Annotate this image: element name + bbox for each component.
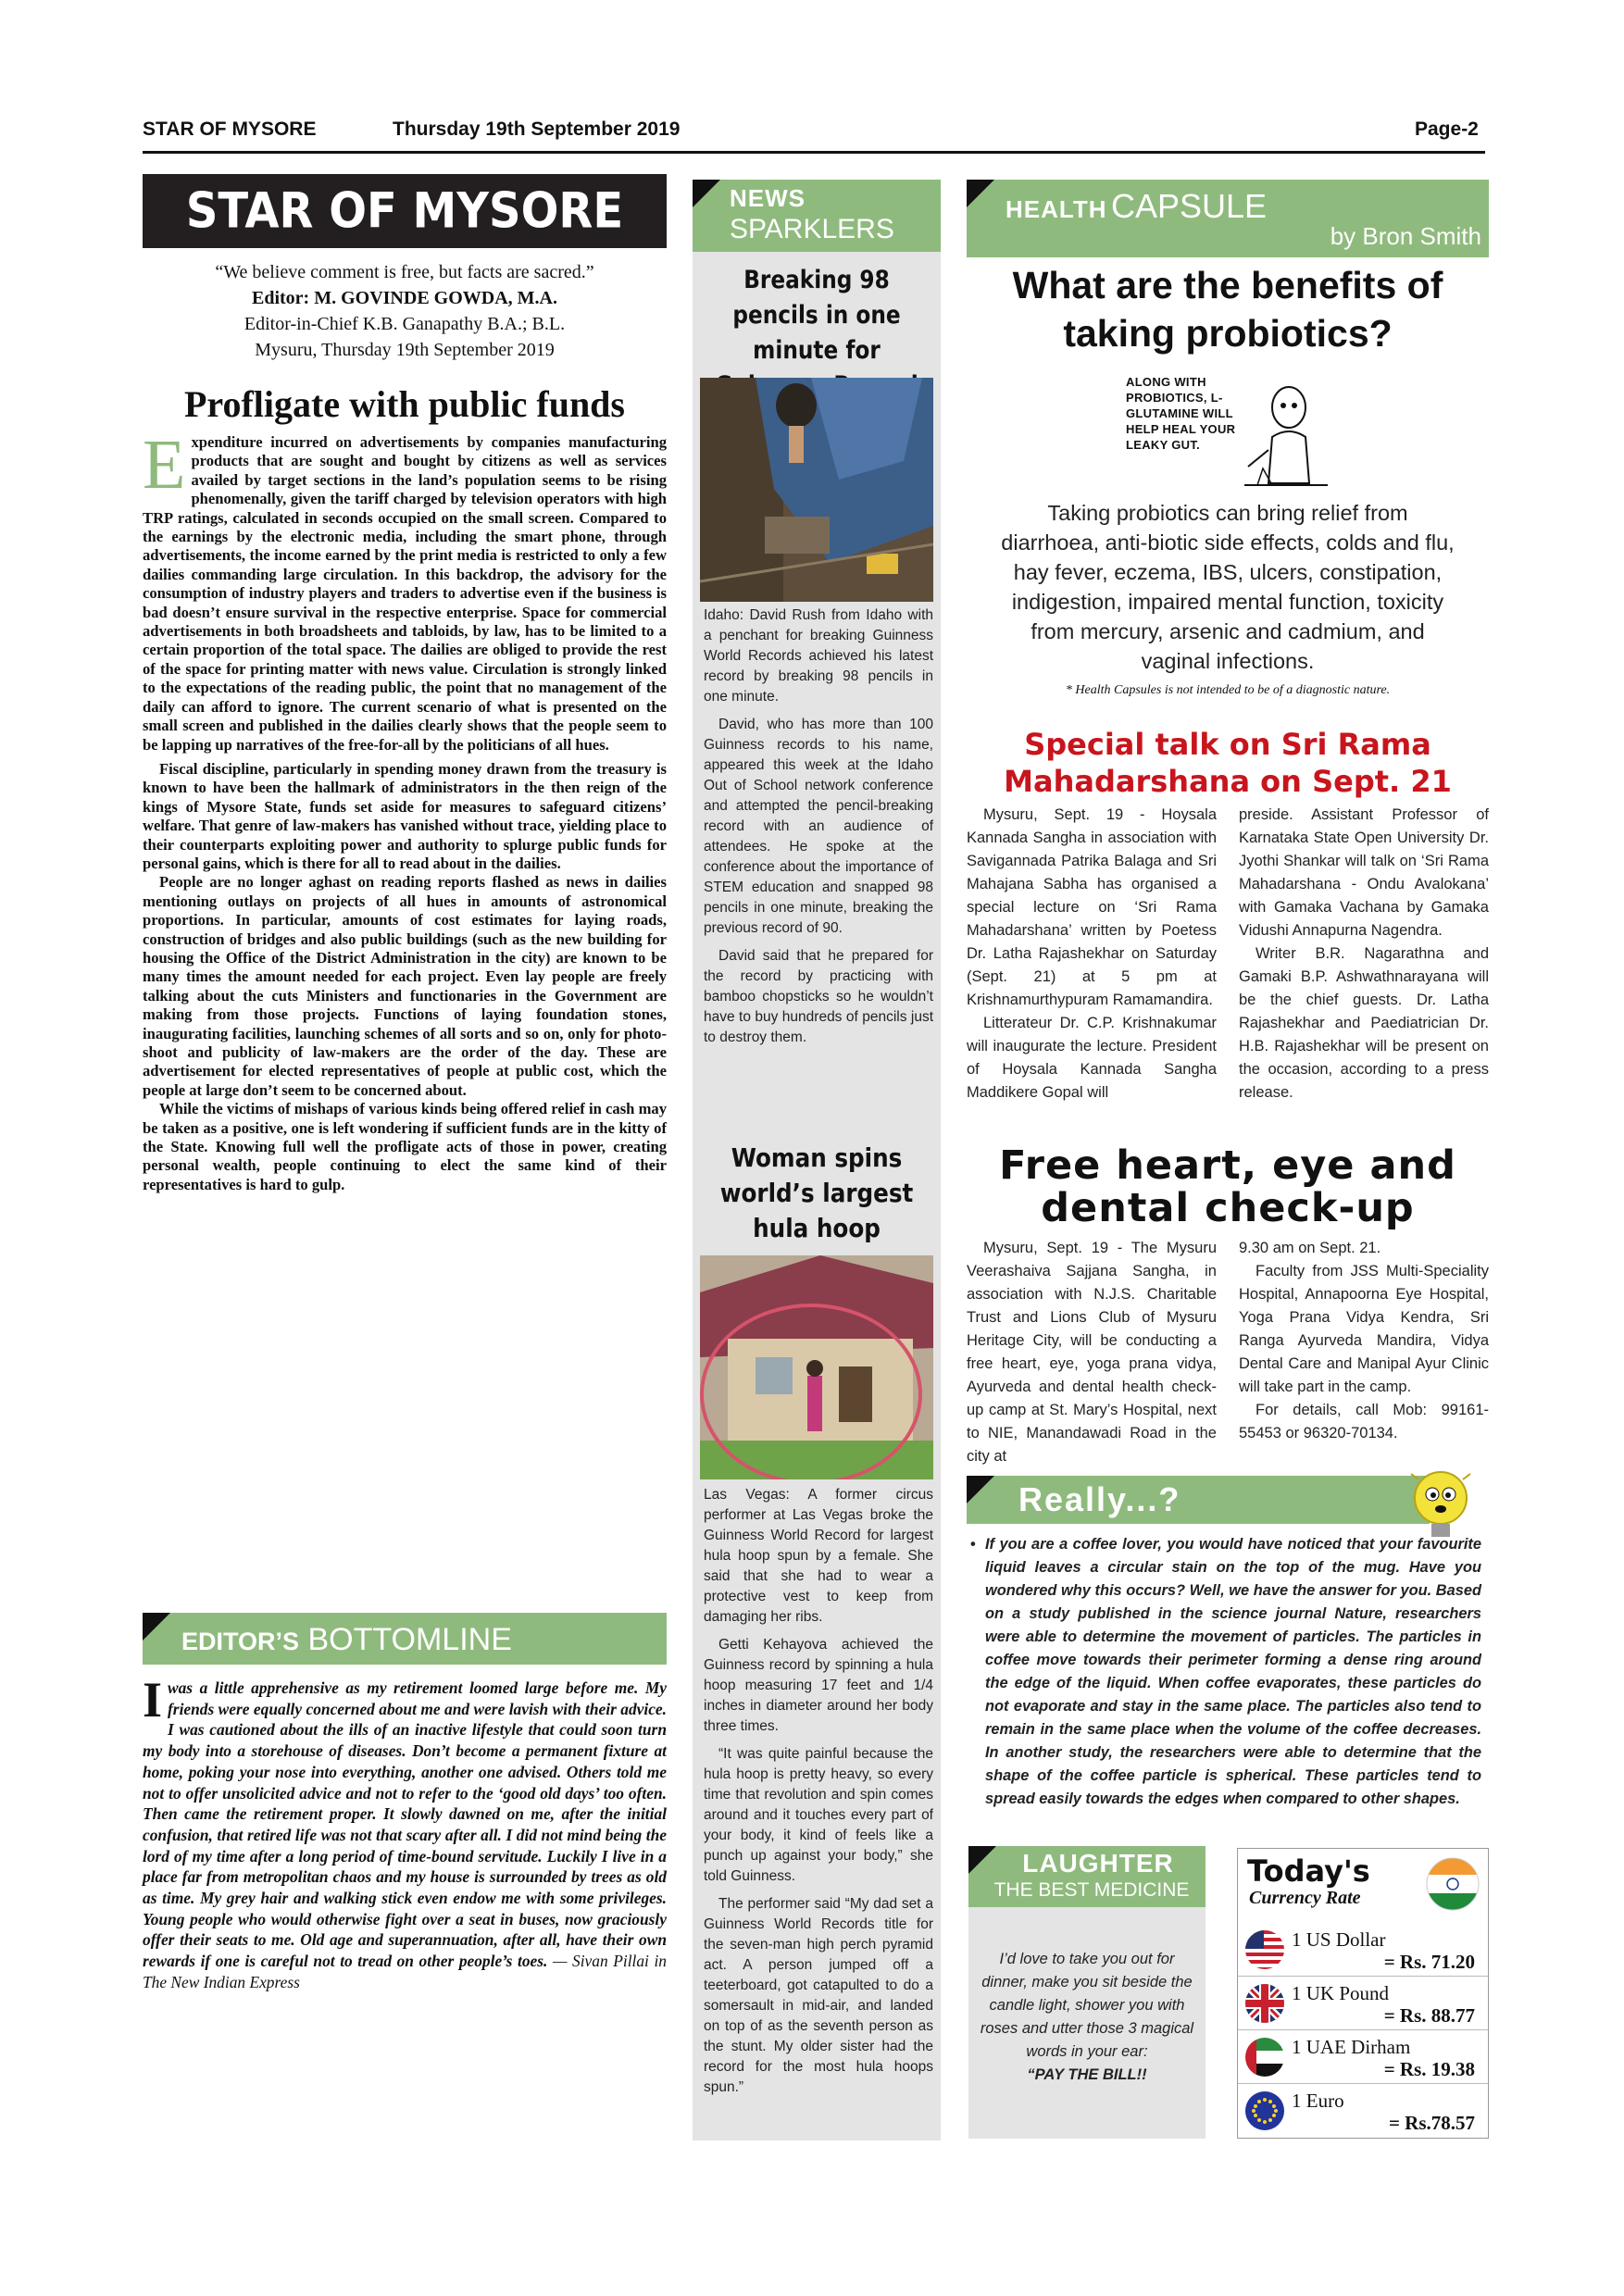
banner-fold-icon [967, 1476, 994, 1504]
uk-flag-icon [1243, 1982, 1286, 2025]
currency-rate-list [1238, 1925, 1488, 2138]
uae-flag-icon [1243, 2036, 1286, 2078]
laughter-label-b: THE BEST MEDICINE [993, 1879, 1190, 1901]
currency-value: = Rs. 88.77 [1383, 2004, 1475, 2027]
doctor-cartoon-icon [1244, 381, 1328, 496]
sparklers-banner [693, 180, 941, 252]
really-banner [967, 1476, 1430, 1524]
header-date: Thursday 19th September 2019 [393, 119, 681, 140]
health-label-b: CAPSULE [1110, 187, 1268, 225]
cartoon-caption: ALONG WITH PROBIOTICS, L-GLUTAMINE WILL HELP HEAL YOUR LEAKY GUT. [1126, 375, 1236, 452]
health-label-a: HEALTH [1006, 195, 1107, 223]
special-talk-p3: preside. Assistant Professor of Karnataka State Open University Dr. Jyothi Shankar will talk on ‘Sri Rama Mahadarshana - Ondu Avalokana’ with Gamaka Vachana by Gamaka Vidushi Annapurna Nagendra. [1239, 806, 1489, 939]
special-talk-p1: Mysuru, Sept. 19 - Hoysala Kannada Sangha in association with Savigannada Patrika Balaga and Sri Mahajana Sabha has organised a special lecture on ‘Sri Rama Mahadarshana’ written by Poetess Dr. Latha Rajashekhar on Saturday (Sept. 21) at 5 pm at Krishnamurthypuram Ramamandira. [967, 806, 1217, 1008]
currency-value: = Rs.78.57 [1388, 2112, 1475, 2134]
banner-fold-icon [967, 180, 994, 207]
bottomline-body [143, 1672, 667, 1993]
currency-value-text: Rs. 71.20 [1399, 1951, 1475, 1973]
laughter-text [978, 1948, 1196, 2087]
banner-fold-icon [693, 180, 720, 207]
sparklers-label-b: SPARKLERS [730, 214, 894, 244]
really-label: Really...? [1018, 1480, 1181, 1518]
pencil-story-text [704, 605, 933, 1048]
masthead-info [143, 259, 667, 363]
bullet-icon: • [970, 1536, 976, 1553]
really-text [967, 1533, 1481, 1811]
special-talk-p2: Litterateur Dr. C.P. Krishnakumar will inaugurate the lecture. President of Hoysala Kannada Sangha Maddikere Gopal will [967, 1015, 1217, 1101]
special-talk-headline: Special talk on Sri Rama Mahadarshana on Sept. 21 [1004, 727, 1452, 799]
editorial-paragraph-1: xpenditure incurred on advertisements by companies manufacturing products that are sought and bought by citizens as well as services availed by target sections in the land’s population seems to be rising phenomenally, given the tariff charged by television operators with high TRP ratings, calculated in seconds occupied on the small screen. Compared to the earnings by the electronic media, including the smart phone, through advertisements, the income earned by the print media is restricted to only a few dailies commanding large circulation. In this backdrop, the advisory for the consumption of industry players and traders to advertise even if the business is bad doesn’t ensure survival in the respective enterprise. Space for commercial advertisements in both broadsheets and tabloids, by law, has to be limited to a certain proportion of the total space. The dailies are obliged to provide the rest of the space for printing matter with news value. Circulation is strongly linked to the expectations of the reading public, the point that no management of the daily can afford to ignore. The current scenario of what is presented on the small screen and published in the dailies clearly shows that the people seem to be lapping up narratives of the free-for-all by the politicians of all hues. [143, 433, 667, 754]
header-paper: STAR OF MYSORE [143, 119, 317, 140]
checkup-p2: 9.30 am on Sept. 21. [1239, 1240, 1381, 1256]
editorial-body [143, 426, 667, 1194]
currency-name: 1 UAE Dirham [1292, 2036, 1411, 2058]
currency-title: Today's [1247, 1853, 1370, 1889]
currency-name: 1 US Dollar [1292, 1928, 1386, 1951]
hula-photo-illustration [700, 1255, 933, 1479]
banner-fold-icon [143, 1613, 170, 1641]
pencil-story-paragraph-1: David, who has more than 100 Guinness records to his name, appeared this week at the Idaho Out of School network conference and attempted the pencil-breaking record with an audience of attendees. He spoke at the conference about the importance of STEM education and snapped 98 pencils in one minute, breaking the previous record of 90. [704, 717, 933, 936]
hula-story-caption: Las Vegas: A former circus performer at Las Vegas broke the Guinness World Record for largest hula hoop spun by a female. She said that she had to wear a protective vest to keep from damaging her ribs. [704, 1487, 933, 1625]
health-cartoon [1126, 374, 1311, 500]
masthead-motto: “We believe comment is free, but facts are sacred.” [215, 262, 594, 282]
hula-story-paragraph-2: “It was quite painful because the hula hoop is pretty heavy, so every time that revolution and spin comes around and it touches every part of your body, it kind of feels like a punch up against your body,” she told Guinness. [704, 1746, 933, 1884]
us-flag-icon [1243, 1928, 1286, 1971]
masthead-title: STAR OF MYSORE [185, 182, 624, 240]
checkup-p4: For details, call Mob: 99161-55453 or 96320-70134. [1239, 1402, 1489, 1441]
bottomline-title [181, 1620, 512, 1661]
laughter-banner [968, 1846, 1206, 1907]
checkup-p3: Faculty from JSS Multi-Speciality Hospital, Annapoorna Eye Hospital, Yoga Prana Vidya Kendra, Sri Ranga Ayurveda Mandira, Vidya Dental Care and Manipal Ayur Clinic will take part in the camp. [1239, 1263, 1489, 1395]
hula-story-text [704, 1485, 933, 2098]
masthead-editor: Editor: M. GOVINDE GOWDA, M.A. [252, 288, 557, 308]
hula-story-headline: Woman spins world’s largest hula hoop [719, 1142, 914, 1243]
checkup-p1: Mysuru, Sept. 19 - The Mysuru Veerashaiva Sajjana Sangha, in association with N.J.S. Charitable Trust and Lions Club of Mysuru Heritage City, will be conducting a free heart, eye, yoga prana vidya, Ayurveda and dental health check-up camp at St. Mary’s Hospital, next to NIE, Manandawadi Road in the city at [967, 1240, 1217, 1465]
currency-rate-row [1238, 2084, 1488, 2138]
pencil-photo [700, 378, 933, 602]
pencil-photo-illustration [700, 378, 933, 602]
currency-name: 1 Euro [1292, 2090, 1344, 2112]
currency-value: = Rs. 71.20 [1383, 1951, 1475, 1973]
bottomline-label-b: BOTTOMLINE [307, 1622, 512, 1657]
health-disclaimer: * Health Capsules is not intended to be of a diagnostic nature. [1065, 683, 1391, 697]
sparklers-label-a: NEWS [730, 184, 806, 212]
currency-rate-row [1238, 1977, 1488, 2030]
health-headline: What are the benefits of taking probiotics? [1012, 264, 1443, 355]
pencil-story-headline: Breaking 98 pencils in one minute for [732, 266, 901, 365]
currency-value-text: Rs.78.57 [1405, 2112, 1475, 2134]
laughter-label-a: LAUGHTER [1022, 1849, 1174, 1878]
bottomline-banner [143, 1613, 667, 1665]
checkup-headline: Free heart, eye and dental check-up [999, 1142, 1456, 1231]
masthead-dateline: Mysuru, Thursday 19th September 2019 [255, 340, 555, 360]
checkup-col-1 [967, 1237, 1217, 1468]
editorial-headline: Profligate with public funds [184, 383, 625, 425]
editorial-paragraph-4: While the victims of mishaps of various kinds being offered relief in cash may be taken as a positive, one is left wondering if sufficient funds are in the kitty of the State. Knowing full well the profligate acts of those in power, creating personal wealth, people continuing to elect the same kind of their representatives is hard to gulp. [143, 1100, 667, 1193]
india-flag-icon [1423, 1854, 1482, 1914]
currency-value-text: Rs. 19.38 [1399, 2058, 1475, 2080]
masthead-chief: Editor-in-Chief K.B. Ganapathy B.A.; B.L. [244, 314, 566, 334]
bottomline-label-a: EDITOR’S [181, 1628, 300, 1655]
masthead-banner [143, 174, 667, 248]
header-page: Page-2 [1415, 119, 1479, 140]
eu-flag-icon [1243, 2090, 1286, 2132]
currency-name: 1 UK Pound [1292, 1982, 1390, 2004]
special-talk-col-2 [1239, 804, 1489, 1104]
checkup-col-2 [1239, 1237, 1489, 1445]
editorial-paragraph-3: People are no longer aghast on reading reports flashed as news in dailies mentioning outlays on projects of all hues in amounts of astronomical proportions. In particular, amounts of cost estimates for laying roads, construction of bridges and also public buildings (such as the new building for housing the Office of the District Administration in the city) are known to be many times the amount needed for each project. Even lay people are freely talking about the cuts Ministers and functionaries in the Government are making from those projects. Functions of laying foundation stones, inaugurating facilities, launching schemes of all sorts and so on, only for photo-shoot and publicity of law-makers are the order of the day. These are advertisement for elected representatives of people at public cost, which the people at large don’t seem to be concerned about. [143, 873, 667, 1099]
currency-value-text: Rs. 88.77 [1399, 2004, 1475, 2027]
pencil-story-paragraph-2: David said that he prepared for the record by practicing with bamboo chopsticks so he wouldn’t have to buy hundreds of pencils just to destroy them. [704, 948, 933, 1045]
currency-box [1237, 1848, 1489, 2139]
hula-story-paragraph-3: The performer said “My dad set a Guinness World Records title for the seven-man high perch pyramid act. A person jumped off a teeterboard, got catapulted to do a somersault in mid-air, and landed on top of as the seventh person as the stunt. My older sister had the record for the most hula hoops spun.” [704, 1896, 933, 2095]
editorial-paragraph-2: Fiscal discipline, particularly in spending money drawn from the treasury is known to have been the hallmark of administrators in the then reign of the kings of Mysore State, funds set aside for measures to safeguard citizens’ welfare. That genre of law-makers has vanished without trace, yielding place to their counterparts exploiting power and authority to splurge public funds for personal gains, which is there for all to read about in the dailies. [143, 759, 667, 872]
bottomline-dropcap: I [143, 1672, 163, 1728]
pencil-story-caption: Idaho: David Rush from Idaho with a penchant for breaking Guinness World Records achieved his latest record by breaking 98 pencils in one minute. [704, 607, 933, 705]
health-body: Taking probiotics can bring relief from diarrhoea, anti-biotic side effects, colds and flu, hay fever, eczema, IBS, ulcers, constipation, indigestion, impaired mental function, toxicity from mercury, arsenic and cadmium, and vaginal infections. [1001, 501, 1455, 673]
hula-photo [700, 1255, 933, 1479]
hula-story-paragraph-1: Getti Kehayova achieved the Guinness record by spinning a hula hoop measuring 17 feet and 1/4 inches in diameter around her body three times. [704, 1637, 933, 1734]
health-banner [967, 180, 1489, 257]
bottomline-credit: — Sivan Pillai in The New Indian Express [143, 1952, 667, 1991]
currency-rate-row [1238, 1925, 1488, 1977]
special-talk-col-1 [967, 804, 1217, 1104]
laughter-body: I’d love to take you out for dinner, make you sit beside the candle light, shower you with roses and utter those 3 magical words in your ear: [980, 1951, 1194, 2060]
currency-value: = Rs. 19.38 [1383, 2058, 1475, 2080]
currency-rate-row [1238, 2030, 1488, 2084]
header-rule [143, 151, 1485, 154]
health-title [1006, 187, 1267, 226]
editorial-dropcap: E [143, 426, 186, 504]
really-body: If you are a coffee lover, you would have noticed that your favourite liquid leaves a circular stain on the top of the mug. Have you wondered why this occurs? Well, we have the answer for you. Based on a study published in the science journal Nature, researchers were able to determine the movement of particles. The particles in coffee move towards their perimeter forming a dense ring around the edge of the liquid. When coffee evaporates, these particles do not evaporate and stay in the same place. The particles also tend to remain in the same place when the volume of the coffee decreases. In another study, the researchers were able to determine that the shape of the coffee particle is spherical. These particles tend to spread easily towards the edges when compared to other shapes. [985, 1536, 1481, 1807]
health-byline: by Bron Smith [1330, 222, 1481, 250]
special-talk-p4: Writer B.R. Nagarathna and Gamaki B.P. Ashwathnarayana will be the chief guests. Dr. Latha Rajashekhar and Paediatrician Dr. H.B. Rajashekhar will be present on the occasion, according to a press release. [1239, 945, 1489, 1101]
bottomline-text: was a little apprehensive as my retirement loomed large before me. My friends were equally concerned about me and were lavish with their advice. I was cautioned about the ills of an inactive lifestyle that could soon turn my body into a storehouse of diseases. Don’t become a permanent fixture at home, poking your nose into everything, another one advised. Others told me not to offer unsolicited advice and not to refer to the ‘good old days’ too often. Then came the retirement proper. It slowly dawned on me, after the initial confusion, that retired life was not that scary after all. I did not mind being the lord of my time after a long period of time-bound servitude. Luckily I live in a place far from metropolitan chaos and my house is surrounded by trees as old as time. My grey hair and walking stick even endow me with some privileges. Young people who would otherwise fight over a seat in buses, now graciously offer their seats to me. Old age and superannuation, after all, have their own rewards if one is careful not to tread on other people’s toes. [143, 1678, 667, 1971]
currency-subtitle: Currency Rate [1249, 1888, 1361, 1908]
laughter-punchline: “PAY THE BILL!! [1027, 2066, 1147, 2083]
